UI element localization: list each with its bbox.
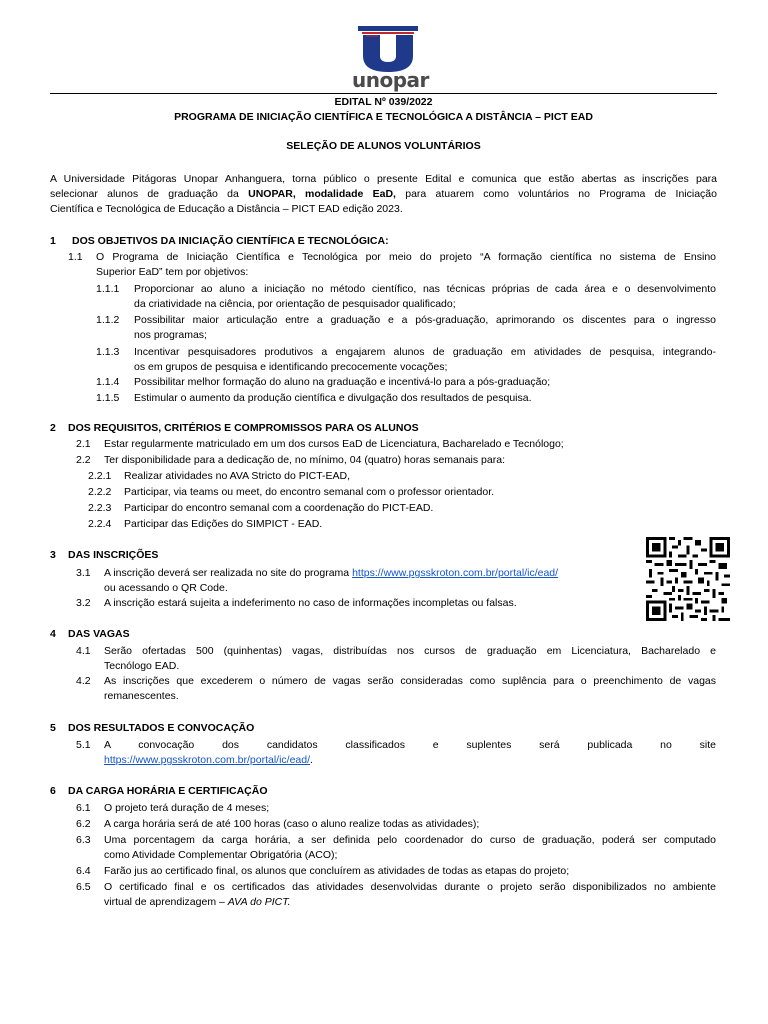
item-1-1-line-2: Superior EaD” tem por objetivos: bbox=[96, 266, 249, 278]
item-1-1-2-line-2: nos programas; bbox=[134, 329, 207, 341]
item-1-1-2-number: 1.1.2 bbox=[96, 314, 120, 326]
section-2-number: 2 bbox=[50, 422, 56, 434]
section-4-title: DAS VAGAS bbox=[68, 628, 130, 640]
qr-code-icon[interactable] bbox=[646, 537, 730, 621]
item-2-2-2-text: Participar, via teams ou meet, do encontro semanal com o professor orientador. bbox=[124, 486, 495, 498]
item-6-3-line-1: Uma porcentagem da carga horária, a ser definida pelo coordenador do curso de graduação, poderá ser computado bbox=[104, 834, 716, 846]
item-3-2-text: A inscrição estará sujeita a indeferimento no caso de informações incompletas ou falsas. bbox=[104, 597, 517, 609]
item-4-1-line-1: Serão ofertadas 500 (quinhentas) vagas, distribuídas nos cursos de graduação em Licenciatura, Bacharelado e bbox=[104, 645, 716, 657]
item-2-2-text: Ter disponibilidade para a dedicação de, no mínimo, 04 (quatro) horas semanais para: bbox=[104, 454, 505, 466]
item-2-2-3-number: 2.2.3 bbox=[88, 502, 112, 514]
intro-line-1: A Universidade Pitágoras Unopar Anhanguera, torna público o presente Edital e comunica que estão abertas as inscrições para bbox=[50, 173, 717, 185]
item-1-1-1-number: 1.1.1 bbox=[96, 283, 120, 295]
inscription-link[interactable]: https://www.pgsskroton.com.br/portal/ic/ead/ bbox=[352, 567, 559, 579]
section-1-number: 1 bbox=[50, 235, 56, 247]
item-6-5-number: 6.5 bbox=[76, 881, 91, 893]
item-4-1-number: 4.1 bbox=[76, 645, 91, 657]
item-1-1-3-line-2: os em grupos de pesquisa e identificando precocemente vocações; bbox=[134, 361, 448, 373]
section-4-number: 4 bbox=[50, 628, 56, 640]
item-6-5-line-2: virtual de aprendizagem – AVA do PICT. bbox=[104, 896, 291, 908]
item-4-2-line-2: remanescentes. bbox=[104, 690, 179, 702]
item-2-1-text: Estar regularmente matriculado em um dos cursos EaD de Licenciatura, Bacharelado e Tecnólogo; bbox=[104, 438, 564, 450]
item-1-1-number: 1.1 bbox=[68, 251, 83, 263]
item-6-1-text: O projeto terá duração de 4 meses; bbox=[104, 802, 270, 814]
program-title: PROGRAMA DE INICIAÇÃO CIENTÍFICA E TECNOLÓGICA A DISTÂNCIA – PICT EAD bbox=[174, 111, 593, 123]
item-3-1-line-2: ou acessando o QR Code. bbox=[104, 582, 228, 594]
item-1-1-1-line-2: da criatividade na ciência, por orientação de pesquisador qualificado; bbox=[134, 298, 456, 310]
unopar-logo bbox=[352, 26, 429, 92]
item-1-1-5-text: Estimular o aumento da produção científica e divulgação dos resultados de pesquisa. bbox=[134, 392, 532, 404]
item-1-1-4-number: 1.1.4 bbox=[96, 376, 120, 388]
header-rule bbox=[50, 93, 717, 94]
u-logo-icon bbox=[358, 26, 418, 72]
item-5-1-number: 5.1 bbox=[76, 739, 91, 751]
item-6-1-number: 6.1 bbox=[76, 802, 91, 814]
item-6-2-text: A carga horária será de até 100 horas (caso o aluno realize todas as atividades); bbox=[104, 818, 480, 830]
section-2-title: DOS REQUISITOS, CRITÉRIOS E COMPROMISSOS PARA OS ALUNOS bbox=[68, 422, 419, 434]
results-link[interactable]: https://www.pgsskroton.com.br/portal/ic/ead/ bbox=[104, 754, 311, 766]
item-4-2-number: 4.2 bbox=[76, 675, 91, 687]
item-6-4-text: Farão jus ao certificado final, os alunos que concluírem as atividades de todas as etapas do projeto; bbox=[104, 865, 570, 877]
item-2-2-number: 2.2 bbox=[76, 454, 91, 466]
section-3-number: 3 bbox=[50, 549, 56, 561]
section-6-title: DA CARGA HORÁRIA E CERTIFICAÇÃO bbox=[68, 785, 268, 797]
item-5-1-line-2: https://www.pgsskroton.com.br/portal/ic/ead/. bbox=[104, 754, 313, 766]
item-3-2-number: 3.2 bbox=[76, 597, 91, 609]
item-3-1-line-1: A inscrição deverá ser realizada no site do programa https://www.pgsskroton.com.br/portal/ic/ead/ bbox=[104, 567, 559, 579]
item-2-2-4-text: Participar das Edições do SIMPICT - EAD. bbox=[124, 518, 323, 530]
item-6-5-line-1: O certificado final e os certificados das atividades desenvolvidas durante o projeto serão disponibilizados no ambiente bbox=[104, 881, 716, 893]
intro-line-3: Científica e Tecnológica de Educação a Distância – PICT EAD edição 2023. bbox=[50, 203, 403, 215]
item-2-2-3-text: Participar do encontro semanal com a coordenação do PICT-EAD. bbox=[124, 502, 434, 514]
section-6-number: 6 bbox=[50, 785, 56, 797]
intro-line-2: selecionar alunos de graduação da UNOPAR, modalidade EaD, para atuarem como voluntários no Programa de Iniciação bbox=[50, 188, 717, 200]
section-1-title: DOS OBJETIVOS DA INICIAÇÃO CIENTÍFICA E TECNOLÓGICA: bbox=[72, 235, 389, 247]
item-1-1-5-number: 1.1.5 bbox=[96, 392, 120, 404]
item-2-2-4-number: 2.2.4 bbox=[88, 518, 112, 530]
item-1-1-line-1: O Programa de Iniciação Científica e Tecnológica por meio do projeto “A formação científica no sistema de Ensino bbox=[96, 251, 716, 263]
brand-name: unopar bbox=[352, 68, 429, 92]
section-5-title: DOS RESULTADOS E CONVOCAÇÃO bbox=[68, 722, 255, 734]
item-1-1-2-line-1: Possibilitar maior articulação entre a graduação e a pós-graduação, aprimorando os discentes para o ingresso bbox=[134, 314, 716, 326]
item-5-1-line-1: A convocação dos candidatos classificados e suplentes será publicada no site bbox=[104, 739, 716, 751]
item-6-2-number: 6.2 bbox=[76, 818, 91, 830]
item-3-1-number: 3.1 bbox=[76, 567, 91, 579]
section-5-number: 5 bbox=[50, 722, 56, 734]
item-6-3-line-2: como Atividade Complementar Obrigatória (ACO); bbox=[104, 849, 338, 861]
item-2-1-number: 2.1 bbox=[76, 438, 91, 450]
item-2-2-1-number: 2.2.1 bbox=[88, 470, 112, 482]
item-1-1-4-text: Possibilitar melhor formação do aluno na graduação e incentivá-lo para a pós-graduação; bbox=[134, 376, 551, 388]
selection-subtitle: SELEÇÃO DE ALUNOS VOLUNTÁRIOS bbox=[286, 140, 481, 152]
item-4-1-line-2: Tecnólogo EAD. bbox=[104, 660, 180, 672]
section-3-title: DAS INSCRIÇÕES bbox=[68, 549, 159, 561]
item-4-2-line-1: As inscrições que excederem o número de vagas serão consideradas como suplência para o preenchimento de vagas bbox=[104, 675, 716, 687]
item-1-1-3-line-1: Incentivar pesquisadores produtivos a engajarem alunos de graduação em atividades de pesquisa, integrando- bbox=[134, 346, 716, 358]
item-1-1-1-line-1: Proporcionar ao aluno a iniciação no método científico, nas técnicas próprias de cada área e o desenvolvimento bbox=[134, 283, 716, 295]
item-6-3-number: 6.3 bbox=[76, 834, 91, 846]
edital-number: EDITAL Nº 039/2022 bbox=[334, 96, 433, 108]
item-2-2-1-text: Realizar atividades no AVA Stricto do PICT-EAD, bbox=[124, 470, 351, 482]
item-6-4-number: 6.4 bbox=[76, 865, 91, 877]
item-1-1-3-number: 1.1.3 bbox=[96, 346, 120, 358]
item-2-2-2-number: 2.2.2 bbox=[88, 486, 112, 498]
